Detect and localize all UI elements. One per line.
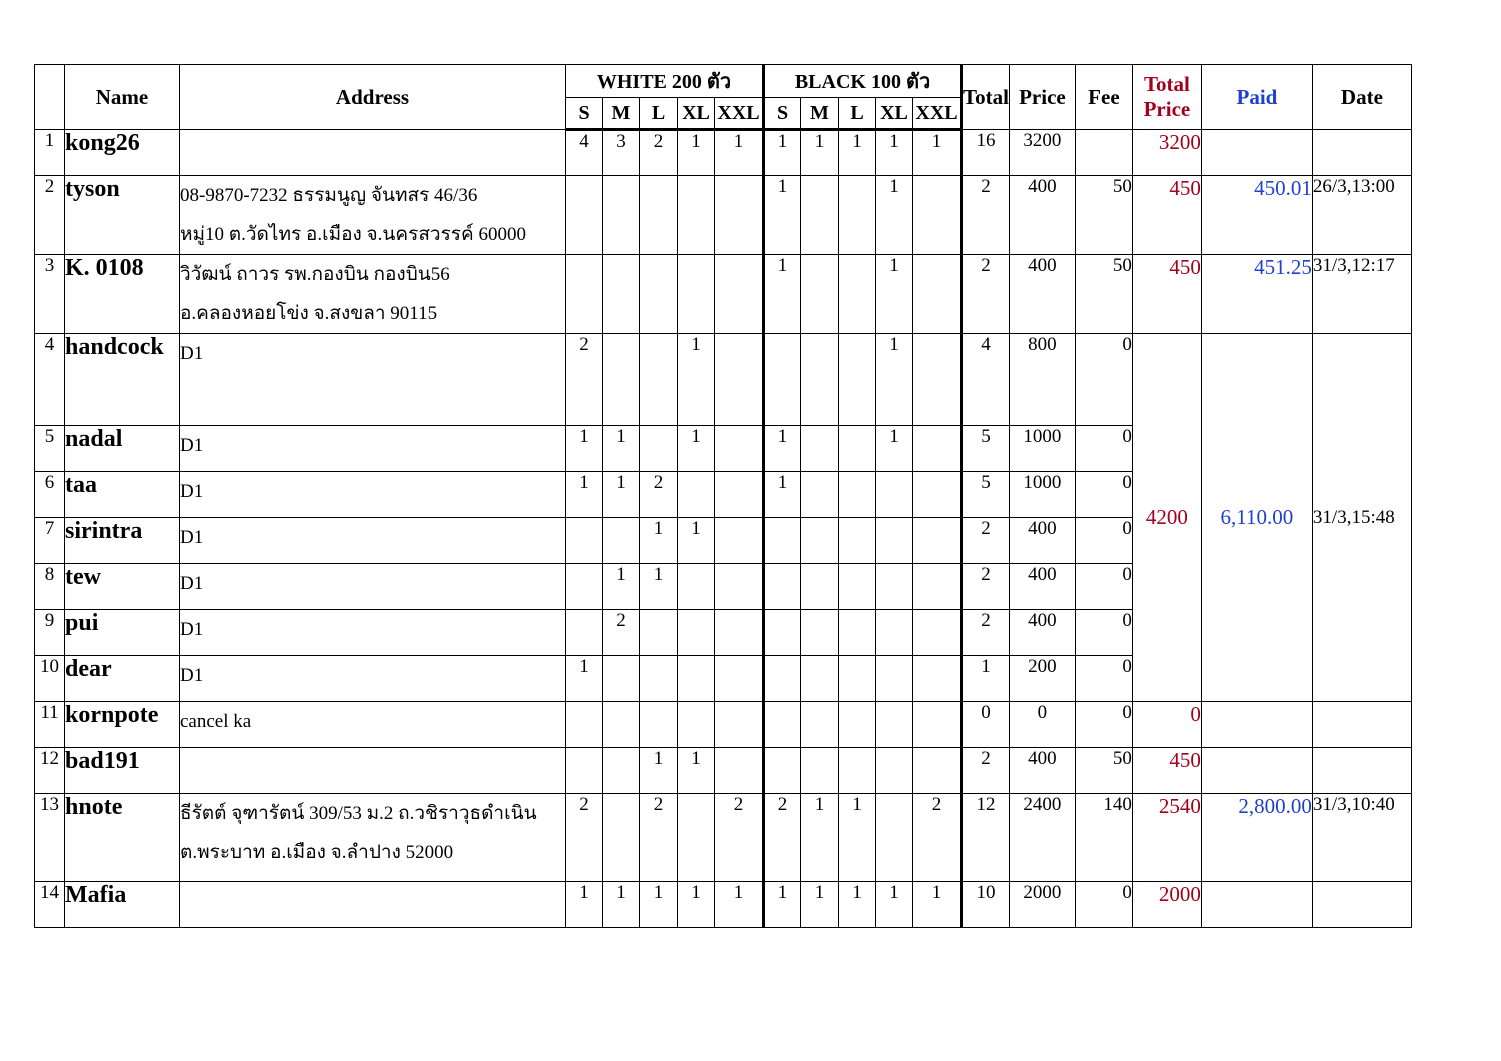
black-qty-l — [839, 518, 876, 564]
white-qty-xxl: 2 — [715, 794, 764, 882]
white-qty-m: 1 — [603, 882, 640, 928]
white-qty-l — [640, 610, 678, 656]
address-line: ธีรัตต์ จุฑารัตน์ 309/53 ม.2 ถ.วชิราวุธดำเนิน — [180, 803, 537, 824]
white-qty-l: 1 — [640, 564, 678, 610]
black-qty-m — [801, 426, 839, 472]
white-qty-l: 1 — [640, 748, 678, 794]
customer-name: tew — [65, 564, 180, 610]
black-qty-s — [764, 610, 801, 656]
white-qty-xxl — [715, 702, 764, 748]
white-qty-xxl — [715, 426, 764, 472]
address-cell — [180, 130, 566, 176]
black-qty-m — [801, 702, 839, 748]
white-qty-xxl: 1 — [715, 130, 764, 176]
black-qty-xl: 1 — [876, 176, 913, 255]
black-qty-m — [801, 255, 839, 334]
row-index: 2 — [35, 176, 65, 255]
black-qty-l — [839, 426, 876, 472]
black-qty-m — [801, 518, 839, 564]
black-qty-xl — [876, 702, 913, 748]
date-header: Date — [1312, 65, 1411, 130]
black-qty-s: 1 — [764, 255, 801, 334]
row-index: 13 — [35, 794, 65, 882]
black-qty-xxl — [913, 518, 962, 564]
white-qty-xxl — [715, 748, 764, 794]
black-qty-xl — [876, 748, 913, 794]
total-price-cell: 450 — [1132, 255, 1201, 334]
paid-cell: 450.01 — [1201, 176, 1312, 255]
white-qty-m — [603, 748, 640, 794]
black-qty-xl: 1 — [876, 426, 913, 472]
paid-cell — [1201, 702, 1312, 748]
fee-cell: 0 — [1075, 472, 1132, 518]
white-qty-xl — [678, 472, 715, 518]
row-index: 9 — [35, 610, 65, 656]
total-qty: 5 — [962, 426, 1010, 472]
paid-cell — [1201, 130, 1312, 176]
paid-cell — [1201, 882, 1312, 928]
fee-cell: 0 — [1075, 702, 1132, 748]
fee-cell — [1075, 130, 1132, 176]
customer-name: tyson — [65, 176, 180, 255]
black-qty-xl: 1 — [876, 130, 913, 176]
table-row — [35, 334, 1412, 426]
price-cell: 0 — [1009, 702, 1075, 748]
white-qty-l — [640, 334, 678, 426]
black-qty-m — [801, 656, 839, 702]
price-cell: 2000 — [1009, 882, 1075, 928]
black-size-xxl: XXL — [913, 98, 962, 130]
total-qty: 2 — [962, 564, 1010, 610]
black-qty-l — [839, 472, 876, 518]
fee-cell: 0 — [1075, 882, 1132, 928]
table-body — [35, 130, 1412, 928]
white-qty-s: 2 — [566, 794, 603, 882]
date-cell: 31/3,12:17 — [1312, 255, 1411, 334]
white-size-s: S — [566, 98, 603, 130]
paid-cell — [1201, 748, 1312, 794]
white-qty-xl — [678, 702, 715, 748]
black-qty-xxl — [913, 564, 962, 610]
row-index: 5 — [35, 426, 65, 472]
white-qty-m — [603, 255, 640, 334]
black-qty-l — [839, 702, 876, 748]
black-qty-m: 1 — [801, 882, 839, 928]
date-cell — [1312, 748, 1411, 794]
price-cell: 400 — [1009, 610, 1075, 656]
customer-name: kornpote — [65, 702, 180, 748]
white-qty-s: 1 — [566, 882, 603, 928]
row-index: 1 — [35, 130, 65, 176]
white-qty-s: 1 — [566, 426, 603, 472]
black-qty-xl: 1 — [876, 882, 913, 928]
paid-cell: 451.25 — [1201, 255, 1312, 334]
total-qty: 10 — [962, 882, 1010, 928]
row-index: 12 — [35, 748, 65, 794]
date-cell: 26/3,13:00 — [1312, 176, 1411, 255]
total-qty: 1 — [962, 656, 1010, 702]
price-header: Price — [1009, 65, 1075, 130]
black-qty-l: 1 — [839, 882, 876, 928]
white-size-l: L — [640, 98, 678, 130]
total-header: Total — [962, 65, 1010, 130]
white-qty-xxl — [715, 334, 764, 426]
black-qty-xxl: 1 — [913, 130, 962, 176]
white-qty-xxl — [715, 656, 764, 702]
white-qty-xl — [678, 176, 715, 255]
customer-name: dear — [65, 656, 180, 702]
address-cell — [180, 472, 566, 518]
total-price-cell: 450 — [1132, 176, 1201, 255]
white-qty-s — [566, 564, 603, 610]
white-qty-m — [603, 334, 640, 426]
total-qty: 2 — [962, 176, 1010, 255]
black-qty-xxl — [913, 426, 962, 472]
white-qty-xxl: 1 — [715, 882, 764, 928]
total-qty: 12 — [962, 794, 1010, 882]
address-line: D1 — [180, 435, 204, 456]
orders-table — [34, 64, 1412, 928]
row-index: 4 — [35, 334, 65, 426]
white-qty-s — [566, 518, 603, 564]
address-line: D1 — [180, 481, 204, 502]
address-cell — [180, 748, 566, 794]
table-row — [35, 794, 1412, 882]
white-qty-m: 3 — [603, 130, 640, 176]
black-qty-s — [764, 518, 801, 564]
white-qty-xxl — [715, 518, 764, 564]
address-cell — [180, 255, 566, 334]
row-index: 10 — [35, 656, 65, 702]
price-cell: 200 — [1009, 656, 1075, 702]
black-qty-xl — [876, 610, 913, 656]
fee-header: Fee — [1075, 65, 1132, 130]
address-line: cancel ka — [180, 711, 252, 732]
black-qty-xxl: 2 — [913, 794, 962, 882]
black-size-s: S — [764, 98, 801, 130]
price-cell: 3200 — [1009, 130, 1075, 176]
white-qty-m — [603, 702, 640, 748]
price-cell: 1000 — [1009, 426, 1075, 472]
white-qty-xxl — [715, 255, 764, 334]
black-qty-s: 1 — [764, 426, 801, 472]
fee-cell: 140 — [1075, 794, 1132, 882]
black-qty-xl — [876, 656, 913, 702]
white-qty-m — [603, 794, 640, 882]
white-qty-s — [566, 255, 603, 334]
address-cell — [180, 702, 566, 748]
price-cell: 2400 — [1009, 794, 1075, 882]
customer-name: pui — [65, 610, 180, 656]
black-qty-m — [801, 748, 839, 794]
black-qty-m — [801, 610, 839, 656]
row-index: 14 — [35, 882, 65, 928]
black-qty-l — [839, 334, 876, 426]
white-qty-xxl — [715, 176, 764, 255]
table-row — [35, 176, 1412, 255]
group-total-price: 4200 — [1132, 334, 1201, 702]
white-qty-m: 1 — [603, 564, 640, 610]
date-cell — [1312, 882, 1411, 928]
customer-name: Mafia — [65, 882, 180, 928]
total-qty: 2 — [962, 748, 1010, 794]
price-cell: 800 — [1009, 334, 1075, 426]
black-size-m: M — [801, 98, 839, 130]
fee-cell: 50 — [1075, 748, 1132, 794]
white-size-m: M — [603, 98, 640, 130]
black-qty-m: 1 — [801, 130, 839, 176]
date-cell: 31/3,10:40 — [1312, 794, 1411, 882]
price-cell: 400 — [1009, 176, 1075, 255]
total-price-cell: 2000 — [1132, 882, 1201, 928]
total-qty: 4 — [962, 334, 1010, 426]
black-qty-s — [764, 702, 801, 748]
table-row — [35, 255, 1412, 334]
black-qty-xl: 1 — [876, 255, 913, 334]
black-qty-xxl — [913, 472, 962, 518]
white-qty-xl: 1 — [678, 426, 715, 472]
index-header — [35, 65, 65, 130]
black-qty-xxl — [913, 334, 962, 426]
fee-cell: 0 — [1075, 656, 1132, 702]
price-cell: 400 — [1009, 748, 1075, 794]
row-index: 6 — [35, 472, 65, 518]
table-row — [35, 882, 1412, 928]
black-qty-l — [839, 656, 876, 702]
white-qty-s — [566, 610, 603, 656]
address-cell — [180, 426, 566, 472]
table-header — [35, 65, 1412, 130]
table-row — [35, 748, 1412, 794]
address-cell — [180, 882, 566, 928]
address-line: หมู่10 ต.วัดไทร อ.เมือง จ.นครสวรรค์ 60000 — [180, 224, 526, 245]
total-price-cell: 0 — [1132, 702, 1201, 748]
black-qty-s — [764, 334, 801, 426]
white-qty-m — [603, 176, 640, 255]
row-index: 11 — [35, 702, 65, 748]
paid-header: Paid — [1201, 65, 1312, 130]
total-qty: 2 — [962, 518, 1010, 564]
black-qty-s: 1 — [764, 882, 801, 928]
address-header: Address — [180, 65, 566, 130]
black-qty-l — [839, 610, 876, 656]
black-qty-s: 2 — [764, 794, 801, 882]
black-qty-xl — [876, 794, 913, 882]
address-cell — [180, 656, 566, 702]
white-qty-m: 2 — [603, 610, 640, 656]
black-qty-xxl — [913, 656, 962, 702]
customer-name: hnote — [65, 794, 180, 882]
black-qty-xxl — [913, 176, 962, 255]
white-qty-xl: 1 — [678, 130, 715, 176]
address-line: วิวัฒน์ ถาวร รพ.กองบิน กองบิน56 — [180, 264, 450, 285]
address-line: 08-9870-7232 ธรรมนูญ จันทสร 46/36 — [180, 185, 478, 206]
total-price-cell: 2540 — [1132, 794, 1201, 882]
white-qty-s: 4 — [566, 130, 603, 176]
white-qty-l — [640, 656, 678, 702]
fee-cell: 0 — [1075, 334, 1132, 426]
customer-name: bad191 — [65, 748, 180, 794]
black-qty-m: 1 — [801, 794, 839, 882]
address-line: ต.พระบาท อ.เมือง จ.ลำปาง 52000 — [180, 842, 454, 863]
black-qty-l: 1 — [839, 794, 876, 882]
white-qty-xl — [678, 610, 715, 656]
group-date: 31/3,15:48 — [1312, 334, 1411, 702]
white-qty-xxl — [715, 610, 764, 656]
address-line: D1 — [180, 665, 204, 686]
date-cell — [1312, 130, 1411, 176]
white-size-xxl: XXL — [715, 98, 764, 130]
white-qty-xxl — [715, 564, 764, 610]
white-size-xl: XL — [678, 98, 715, 130]
white-qty-xl — [678, 564, 715, 610]
price-cell: 400 — [1009, 518, 1075, 564]
black-qty-s: 1 — [764, 472, 801, 518]
black-qty-s — [764, 748, 801, 794]
paid-cell: 2,800.00 — [1201, 794, 1312, 882]
price-cell: 400 — [1009, 564, 1075, 610]
white-qty-xl — [678, 255, 715, 334]
address-line: D1 — [180, 573, 204, 594]
row-index: 7 — [35, 518, 65, 564]
white-qty-l — [640, 426, 678, 472]
white-qty-m — [603, 656, 640, 702]
black-qty-l: 1 — [839, 130, 876, 176]
total-qty: 2 — [962, 610, 1010, 656]
address-cell — [180, 176, 566, 255]
address-line: D1 — [180, 343, 204, 364]
black-qty-l — [839, 748, 876, 794]
address-cell — [180, 610, 566, 656]
address-line: D1 — [180, 619, 204, 640]
fee-cell: 50 — [1075, 176, 1132, 255]
white-qty-s — [566, 748, 603, 794]
fee-cell: 50 — [1075, 255, 1132, 334]
black-qty-s — [764, 656, 801, 702]
group-paid: 6,110.00 — [1201, 334, 1312, 702]
black-qty-xl — [876, 472, 913, 518]
customer-name: sirintra — [65, 518, 180, 564]
white-qty-l: 1 — [640, 518, 678, 564]
black-qty-s: 1 — [764, 130, 801, 176]
white-qty-xl — [678, 656, 715, 702]
address-cell — [180, 334, 566, 426]
white-qty-m: 1 — [603, 426, 640, 472]
black-qty-m — [801, 564, 839, 610]
total-price-cell: 450 — [1132, 748, 1201, 794]
price-cell: 1000 — [1009, 472, 1075, 518]
white-group-header: WHITE 200 ตัว — [566, 65, 764, 98]
name-header: Name — [65, 65, 180, 130]
customer-name: taa — [65, 472, 180, 518]
black-qty-xxl — [913, 255, 962, 334]
black-qty-xl — [876, 564, 913, 610]
white-qty-xl — [678, 794, 715, 882]
address-line: อ.คลองหอยโข่ง จ.สงขลา 90115 — [180, 303, 438, 324]
customer-name: kong26 — [65, 130, 180, 176]
black-size-l: L — [839, 98, 876, 130]
black-qty-xxl — [913, 702, 962, 748]
total-qty: 0 — [962, 702, 1010, 748]
fee-cell: 0 — [1075, 518, 1132, 564]
header-row-1 — [35, 65, 1412, 98]
black-qty-s — [764, 564, 801, 610]
total-qty: 5 — [962, 472, 1010, 518]
white-qty-m: 1 — [603, 472, 640, 518]
date-cell — [1312, 702, 1411, 748]
white-qty-l: 1 — [640, 882, 678, 928]
black-qty-l — [839, 176, 876, 255]
white-qty-s — [566, 702, 603, 748]
white-qty-s — [566, 176, 603, 255]
white-qty-l — [640, 702, 678, 748]
white-qty-xl: 1 — [678, 748, 715, 794]
table-row — [35, 130, 1412, 176]
customer-name: nadal — [65, 426, 180, 472]
address-cell — [180, 794, 566, 882]
total-price-header: Total Price — [1132, 65, 1201, 130]
table-row — [35, 702, 1412, 748]
white-qty-l: 2 — [640, 130, 678, 176]
white-qty-l: 2 — [640, 794, 678, 882]
white-qty-xl: 1 — [678, 334, 715, 426]
price-cell: 400 — [1009, 255, 1075, 334]
black-qty-xxl — [913, 748, 962, 794]
customer-name: handcock — [65, 334, 180, 426]
black-qty-l — [839, 564, 876, 610]
black-group-header: BLACK 100 ตัว — [764, 65, 962, 98]
black-qty-xl — [876, 518, 913, 564]
row-index: 8 — [35, 564, 65, 610]
white-qty-l — [640, 255, 678, 334]
customer-name: K. 0108 — [65, 255, 180, 334]
black-qty-m — [801, 472, 839, 518]
fee-cell: 0 — [1075, 564, 1132, 610]
white-qty-xl: 1 — [678, 882, 715, 928]
total-qty: 2 — [962, 255, 1010, 334]
total-qty: 16 — [962, 130, 1010, 176]
row-index: 3 — [35, 255, 65, 334]
white-qty-m — [603, 518, 640, 564]
white-qty-s: 2 — [566, 334, 603, 426]
fee-cell: 0 — [1075, 426, 1132, 472]
white-qty-l — [640, 176, 678, 255]
black-qty-l — [839, 255, 876, 334]
white-qty-l: 2 — [640, 472, 678, 518]
total-price-cell: 3200 — [1132, 130, 1201, 176]
black-qty-xl: 1 — [876, 334, 913, 426]
address-cell — [180, 518, 566, 564]
address-cell — [180, 564, 566, 610]
fee-cell: 0 — [1075, 610, 1132, 656]
white-qty-xl: 1 — [678, 518, 715, 564]
white-qty-xxl — [715, 472, 764, 518]
black-qty-xxl — [913, 610, 962, 656]
black-qty-xxl: 1 — [913, 882, 962, 928]
black-qty-m — [801, 334, 839, 426]
white-qty-s: 1 — [566, 472, 603, 518]
black-qty-s: 1 — [764, 176, 801, 255]
address-line: D1 — [180, 527, 204, 548]
black-size-xl: XL — [876, 98, 913, 130]
white-qty-s: 1 — [566, 656, 603, 702]
black-qty-m — [801, 176, 839, 255]
